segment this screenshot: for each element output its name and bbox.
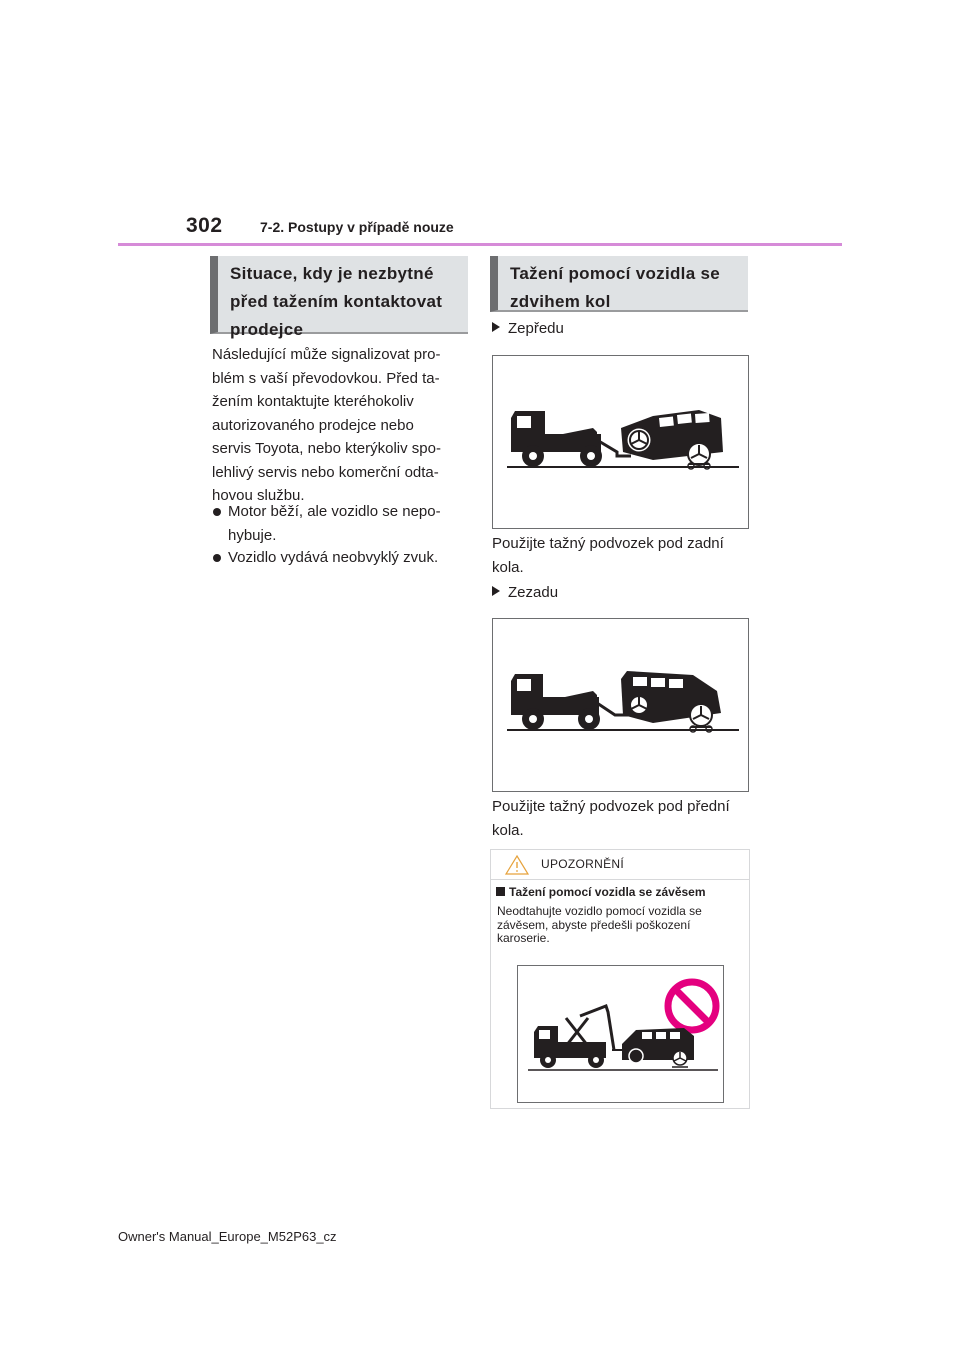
sling-tow-prohibited-illustration [517,965,724,1103]
intro-line: hovou službu. [212,487,305,504]
warning-subheading [496,885,706,899]
warning-text [497,905,747,946]
left-section-title [210,256,468,339]
rear-tow-illustration [492,618,749,792]
intro-line: žením kontaktujte kteréhokoliv [212,393,414,410]
intro-line: Následující může signalizovat pro- [212,346,441,363]
right-section-title [490,256,748,312]
rear-label [492,582,558,604]
section-label: 7-2. Postupy v případě nouze [260,219,454,235]
rear-caption [492,795,750,842]
right-title-line: Tažení pomocí vozidla se [510,264,720,283]
warning-header [491,850,749,880]
bullet-item [212,546,468,570]
warning-line: karoserie. [497,931,550,945]
front-tow-illustration [492,355,749,529]
warning-triangle-icon [505,855,529,875]
caption-line: kola. [492,821,524,839]
front-caption [492,532,750,579]
caption-line: Použijte tažný podvozek pod přední [492,798,730,815]
warning-line: závěsem, abyste předešli poškození [497,917,691,932]
warning-box [490,849,750,1109]
caption-line: kola. [492,558,524,576]
intro-paragraph [212,343,468,508]
intro-line: lehlivý servis nebo komerční odta- [212,463,439,481]
left-title-text: Situace, kdy je nezbytné před tažením kontaktovat prodejce [230,264,443,339]
rear-label-text: Zezadu [508,584,559,601]
bullet-line: Motor běží, ale vozidlo se nepo- [228,503,441,520]
bullet-dot-icon [213,508,221,516]
bullet-line: Vozidlo vydává neobvyklý zvuk. [228,549,439,566]
footer-text: Owner's Manual_Europe_M52P63_cz [118,1229,337,1244]
front-label-text: Zepředu [508,320,564,337]
warning-header-label: UPOZORNĚNÍ [541,857,625,871]
arrow-right-icon [492,586,500,596]
front-label [492,318,564,340]
right-title-line: zdvihem kol [510,292,611,311]
bullet-text [212,500,468,547]
bullet-text [212,546,468,570]
arrow-right-icon [492,322,500,332]
bullet-dot-icon [213,554,221,562]
header-rule [118,243,842,246]
intro-line: autorizovaného prodejce nebo [212,416,414,434]
intro-line: blém s vaší převodovkou. Před ta- [212,369,440,387]
bullet-item [212,500,468,547]
warning-line: Neodtahujte vozidlo pomocí vozidla se [497,904,702,918]
bullet-line: hybuje. [228,526,277,544]
square-bullet-icon [496,887,505,896]
intro-line: servis Toyota, nebo kterýkoliv spo- [212,440,441,457]
page-number: 302 [186,214,223,237]
caption-line: Použijte tažný podvozek pod zadní [492,535,724,552]
warning-subheading-text: Tažení pomocí vozidla se závěsem [509,885,706,899]
